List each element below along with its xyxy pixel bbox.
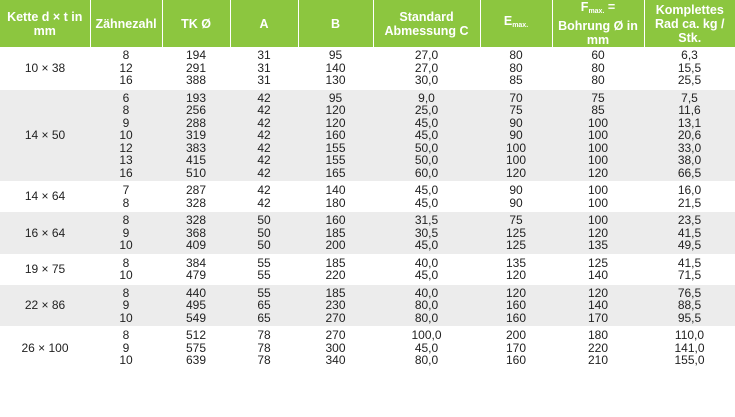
cell-value: 9 <box>122 115 130 130</box>
cell-value: 479 <box>185 268 207 282</box>
kette-cell: 16 × 64 <box>0 212 90 255</box>
cell-value: 110,0 <box>674 328 705 342</box>
cell-value: 12 <box>119 140 133 155</box>
value-cell <box>480 284 552 327</box>
cell-value: 41,5 <box>677 225 702 240</box>
cell-value: 8 <box>122 285 130 300</box>
table-group <box>0 212 735 255</box>
cell-value: 45,0 <box>414 128 439 142</box>
cell-value: 10 <box>119 128 133 142</box>
cell-value: 120 <box>505 165 527 180</box>
value-cell <box>90 47 162 89</box>
cell-value: 41,5 <box>677 255 702 270</box>
cell-value: 194 <box>185 48 207 62</box>
value-cell <box>90 327 162 370</box>
cell-value: 639 <box>185 353 207 367</box>
cell-value: 160 <box>325 213 346 227</box>
value-cell <box>644 47 735 89</box>
cell-value: 180 <box>325 195 346 210</box>
cell-value: 549 <box>185 310 207 325</box>
cell-value: 50,0 <box>414 140 439 155</box>
value-cell <box>90 284 162 327</box>
cell-value: 10 <box>119 238 133 252</box>
value-cell <box>644 212 735 255</box>
value-cell <box>552 47 644 89</box>
cell-value: 27,0 <box>414 60 439 75</box>
cell-value: 27,0 <box>414 48 439 62</box>
value-cell <box>90 254 162 284</box>
value-cell <box>552 182 644 212</box>
value-cell <box>644 284 735 327</box>
cell-value: 75 <box>509 103 523 117</box>
table-group <box>0 327 735 370</box>
cell-value: 90 <box>509 128 523 142</box>
cell-value: 328 <box>185 213 207 227</box>
cell-value: 141,0 <box>674 340 705 355</box>
cell-value: 288 <box>185 115 207 130</box>
cell-value: 95,5 <box>677 310 702 325</box>
cell-value: 75 <box>509 213 523 227</box>
cell-value: 270 <box>325 310 346 325</box>
cell-value: 45,0 <box>414 195 439 210</box>
table-group <box>0 182 735 212</box>
kette-cell: 10 × 38 <box>0 47 90 89</box>
cell-value: 9 <box>122 298 130 312</box>
cell-value: 220 <box>587 340 609 355</box>
cell-value: 55 <box>257 268 271 282</box>
cell-value: 95 <box>328 90 343 105</box>
value-cell <box>480 212 552 255</box>
cell-value: 78 <box>257 353 271 367</box>
value-cell <box>230 254 298 284</box>
value-cell <box>644 254 735 284</box>
cell-value: 415 <box>185 153 207 167</box>
cell-value: 60,0 <box>414 165 439 180</box>
value-cell <box>162 254 230 284</box>
cell-value: 45,0 <box>414 115 439 130</box>
cell-value: 140 <box>325 183 346 197</box>
cell-value: 256 <box>185 103 207 117</box>
cell-value: 65 <box>257 310 271 325</box>
cell-value: 120 <box>325 103 346 117</box>
cell-value: 45,0 <box>414 238 439 252</box>
cell-value: 45,0 <box>414 183 439 197</box>
cell-value: 319 <box>185 128 207 142</box>
cell-value: 100 <box>587 213 609 227</box>
header-kette: Kette d × t in mm <box>0 0 90 47</box>
cell-value: 76,5 <box>677 285 702 300</box>
cell-value: 31,5 <box>414 213 439 227</box>
value-cell <box>162 327 230 370</box>
cell-value: 328 <box>185 195 207 210</box>
value-cell <box>373 47 480 89</box>
cell-value: 170 <box>505 340 527 355</box>
cell-value: 125 <box>587 255 609 270</box>
table-group <box>0 47 735 89</box>
table-row <box>0 89 735 182</box>
cell-value: 130 <box>325 73 346 87</box>
table-row <box>0 254 735 284</box>
cell-value: 200 <box>505 328 527 342</box>
cell-value: 8 <box>122 328 130 342</box>
cell-value: 42 <box>257 115 271 130</box>
cell-value: 120 <box>587 165 609 180</box>
cell-value: 440 <box>185 285 207 300</box>
value-cell <box>298 182 373 212</box>
cell-value: 78 <box>257 340 271 355</box>
cell-value: 80 <box>509 48 523 62</box>
cell-value: 9,0 <box>418 90 435 105</box>
cell-value: 185 <box>325 225 346 240</box>
cell-value: 90 <box>509 195 523 210</box>
cell-value: 120 <box>587 225 609 240</box>
cell-value: 30,0 <box>414 73 439 87</box>
cell-value: 30,5 <box>414 225 439 240</box>
cell-value: 140 <box>325 60 346 75</box>
value-cell <box>644 327 735 370</box>
cell-value: 42 <box>257 103 271 117</box>
cell-value: 575 <box>185 340 207 355</box>
cell-value: 160 <box>505 353 527 367</box>
cell-value: 220 <box>325 268 346 282</box>
cell-value: 512 <box>185 328 207 342</box>
kette-cell: 19 × 75 <box>0 254 90 284</box>
cell-value: 160 <box>505 310 527 325</box>
cell-value: 80,0 <box>414 353 439 367</box>
header-standard-c: Standard Abmessung C <box>373 0 480 47</box>
value-cell <box>90 89 162 182</box>
value-cell <box>373 327 480 370</box>
table-group <box>0 254 735 284</box>
value-cell <box>230 327 298 370</box>
cell-value: 12 <box>119 60 133 75</box>
header-tk: TK Ø <box>162 0 230 47</box>
cell-value: 100,0 <box>411 328 442 342</box>
cell-value: 45,0 <box>414 340 439 355</box>
value-cell <box>373 182 480 212</box>
cell-value: 50,0 <box>414 153 439 167</box>
cell-value: 10 <box>119 353 133 367</box>
table-group <box>0 89 735 182</box>
cell-value: 55 <box>257 285 271 300</box>
cell-value: 383 <box>185 140 207 155</box>
cell-value: 42 <box>257 153 271 167</box>
value-cell <box>162 284 230 327</box>
cell-value: 270 <box>325 328 346 342</box>
cell-value: 50 <box>257 225 271 240</box>
value-cell <box>373 254 480 284</box>
cell-value: 50 <box>257 238 271 252</box>
value-cell <box>298 254 373 284</box>
cell-value: 80 <box>591 60 605 75</box>
cell-value: 160 <box>505 298 527 312</box>
value-cell <box>480 327 552 370</box>
value-cell <box>162 47 230 89</box>
value-cell <box>644 182 735 212</box>
cell-value: 23,5 <box>677 213 702 227</box>
cell-value: 7 <box>122 183 130 197</box>
table-row <box>0 212 735 255</box>
cell-value: 65 <box>257 298 271 312</box>
header-f-max: $F_{max.}$ = Bohrung Ø in mm <box>552 0 644 47</box>
kette-cell: 22 × 86 <box>0 284 90 327</box>
cell-value: 291 <box>185 60 207 75</box>
value-cell <box>162 182 230 212</box>
table-row <box>0 47 735 89</box>
cell-value: 185 <box>325 285 346 300</box>
header-zaehnezahl: Zähnezahl <box>90 0 162 47</box>
header-weight: Komplettes Rad ca. kg / Stk. <box>644 0 735 47</box>
cell-value: 7,5 <box>681 90 698 105</box>
value-cell <box>90 212 162 255</box>
cell-value: 180 <box>587 328 609 342</box>
cell-value: 90 <box>509 183 523 197</box>
value-cell <box>373 89 480 182</box>
cell-value: 230 <box>325 298 346 312</box>
header-b: B <box>298 0 373 47</box>
value-cell <box>162 89 230 182</box>
value-cell <box>552 254 644 284</box>
value-cell <box>298 47 373 89</box>
table-header <box>0 0 735 47</box>
cell-value: 100 <box>587 140 609 155</box>
cell-value: 165 <box>325 165 346 180</box>
cell-value: 25,5 <box>677 73 702 87</box>
cell-value: 120 <box>325 115 346 130</box>
header-e-max: $E_{max.}$ <box>480 0 552 47</box>
cell-value: 155,0 <box>674 353 705 367</box>
cell-value: 340 <box>325 353 346 367</box>
cell-value: 85 <box>509 73 523 87</box>
cell-value: 100 <box>587 128 609 142</box>
cell-value: 155 <box>325 153 346 167</box>
value-cell <box>230 284 298 327</box>
cell-value: 80,0 <box>414 298 439 312</box>
cell-value: 71,5 <box>677 268 702 282</box>
cell-value: 100 <box>587 183 609 197</box>
table-group <box>0 284 735 327</box>
cell-value: 135 <box>587 238 609 252</box>
cell-value: 495 <box>185 298 207 312</box>
cell-value: 66,5 <box>677 165 702 180</box>
cell-value: 31 <box>257 60 271 75</box>
cell-value: 210 <box>587 353 609 367</box>
cell-value: 16 <box>119 165 133 180</box>
cell-value: 49,5 <box>677 238 702 252</box>
cell-value: 8 <box>122 213 130 227</box>
cell-value: 510 <box>185 165 207 180</box>
cell-value: 42 <box>257 165 271 180</box>
cell-value: 25,0 <box>414 103 439 117</box>
cell-value: 33,0 <box>677 140 702 155</box>
cell-value: 42 <box>257 128 271 142</box>
value-cell <box>162 212 230 255</box>
cell-value: 42 <box>257 140 271 155</box>
value-cell <box>480 89 552 182</box>
cell-value: 95 <box>328 48 343 62</box>
cell-value: 31 <box>257 73 271 87</box>
cell-value: 38,0 <box>677 153 702 167</box>
cell-value: 140 <box>587 298 609 312</box>
cell-value: 388 <box>185 73 207 87</box>
cell-value: 120 <box>505 285 527 300</box>
value-cell <box>552 212 644 255</box>
cell-value: 155 <box>325 140 346 155</box>
cell-value: 409 <box>185 238 207 252</box>
cell-value: 16 <box>119 73 133 87</box>
cell-value: 50 <box>257 213 271 227</box>
value-cell <box>480 182 552 212</box>
value-cell <box>552 327 644 370</box>
cell-value: 100 <box>505 153 527 167</box>
value-cell <box>230 89 298 182</box>
cell-value: 384 <box>185 255 207 270</box>
cell-value: 16,0 <box>677 183 702 197</box>
cell-value: 100 <box>587 115 609 130</box>
value-cell <box>644 89 735 182</box>
cell-value: 160 <box>325 128 346 142</box>
cell-value: 100 <box>587 153 609 167</box>
cell-value: 42 <box>257 183 271 197</box>
cell-value: 90 <box>509 115 523 130</box>
value-cell <box>230 182 298 212</box>
value-cell <box>552 284 644 327</box>
cell-value: 8 <box>122 103 130 117</box>
value-cell <box>373 212 480 255</box>
cell-value: 80 <box>509 60 523 75</box>
value-cell <box>230 212 298 255</box>
cell-value: 13 <box>119 153 133 167</box>
value-cell <box>298 89 373 182</box>
value-cell <box>480 254 552 284</box>
value-cell <box>298 284 373 327</box>
cell-value: 31 <box>257 48 271 62</box>
cell-value: 9 <box>122 340 130 355</box>
cell-value: 40,0 <box>414 285 439 300</box>
cell-value: 125 <box>505 225 527 240</box>
cell-value: 140 <box>587 268 609 282</box>
value-cell <box>298 327 373 370</box>
header-a: A <box>230 0 298 47</box>
cell-value: 100 <box>505 140 527 155</box>
table-row <box>0 284 735 327</box>
value-cell <box>373 284 480 327</box>
cell-value: 368 <box>185 225 207 240</box>
cell-value: 185 <box>325 255 346 270</box>
value-cell <box>298 212 373 255</box>
cell-value: 55 <box>257 255 271 270</box>
cell-value: 88,5 <box>677 298 702 312</box>
cell-value: 60 <box>591 48 605 62</box>
cell-value: 10 <box>119 268 133 282</box>
cell-value: 200 <box>325 238 346 252</box>
table-row <box>0 182 735 212</box>
cell-value: 120 <box>505 268 527 282</box>
kette-cell: 14 × 50 <box>0 89 90 182</box>
value-cell <box>552 89 644 182</box>
cell-value: 21,5 <box>677 195 702 210</box>
value-cell <box>230 47 298 89</box>
cell-value: 193 <box>185 90 207 105</box>
cell-value: 8 <box>122 195 130 210</box>
kette-cell: 14 × 64 <box>0 182 90 212</box>
cell-value: 9 <box>122 225 130 240</box>
cell-value: 75 <box>591 90 605 105</box>
cell-value: 11,6 <box>678 103 701 117</box>
cell-value: 15,5 <box>677 60 702 75</box>
cell-value: 85 <box>591 103 605 117</box>
cell-value: 70 <box>509 90 523 105</box>
cell-value: 125 <box>505 238 527 252</box>
cell-value: 100 <box>587 195 609 210</box>
cell-value: 287 <box>185 183 207 197</box>
cell-value: 78 <box>257 328 271 342</box>
cell-value: 13,1 <box>677 115 702 130</box>
value-cell <box>480 47 552 89</box>
cell-value: 45,0 <box>414 268 439 282</box>
cell-value: 6 <box>122 90 130 105</box>
cell-value: 42 <box>257 195 271 210</box>
cell-value: 6,3 <box>681 48 698 62</box>
cell-value: 42 <box>257 90 271 105</box>
value-cell <box>90 182 162 212</box>
cell-value: 170 <box>587 310 609 325</box>
kette-cell: 26 × 100 <box>0 327 90 370</box>
cell-value: 8 <box>122 48 130 62</box>
cell-value: 10 <box>119 310 133 325</box>
cell-value: 40,0 <box>414 255 439 270</box>
table-row <box>0 327 735 370</box>
cell-value: 80 <box>591 73 605 87</box>
cell-value: 300 <box>325 340 346 355</box>
cell-value: 8 <box>122 255 130 270</box>
cell-value: 120 <box>587 285 609 300</box>
cell-value: 20,6 <box>677 128 702 142</box>
cell-value: 80,0 <box>414 310 439 325</box>
cell-value: 135 <box>505 255 527 270</box>
